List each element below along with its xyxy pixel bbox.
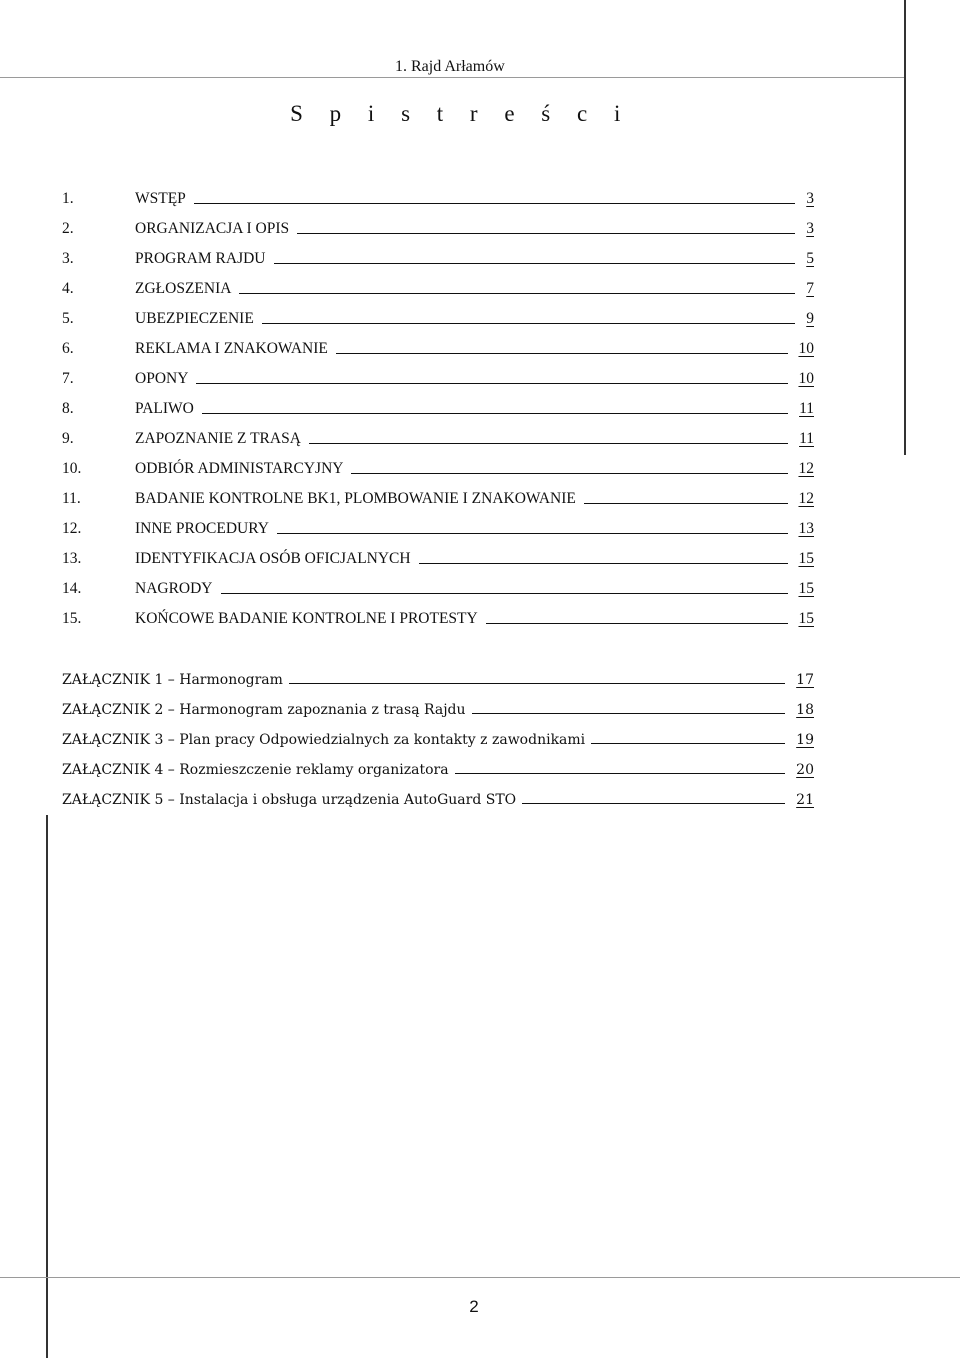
toc-entry-title: IDENTYFIKACJA OSÓB OFICJALNYCH	[135, 550, 411, 567]
toc-entry-page[interactable]: 10	[798, 340, 814, 357]
toc-entry-7[interactable]	[62, 358, 814, 388]
toc-entry-page[interactable]: 9	[806, 310, 814, 327]
toc-entry-12[interactable]	[62, 508, 814, 538]
toc-annex-page[interactable]: 18	[796, 702, 814, 718]
toc-entry-number: 13.	[62, 550, 82, 567]
toc-entry-number: 3.	[62, 250, 74, 267]
toc-entry-13[interactable]	[62, 538, 814, 568]
toc-entry-number: 11.	[62, 490, 81, 507]
toc-entry-3[interactable]	[62, 238, 814, 268]
toc-entry-1[interactable]	[62, 178, 814, 208]
toc-entry-title: UBEZPIECZENIE	[135, 310, 254, 327]
toc-annex-title: ZAŁĄCZNIK 4 – Rozmieszczenie reklamy organizatora	[62, 762, 449, 778]
toc-entry-title: KOŃCOWE BADANIE KONTROLNE I PROTESTY	[135, 610, 478, 627]
toc-annex-title: ZAŁĄCZNIK 3 – Plan pracy Odpowiedzialnych za kontakty z zawodnikami	[62, 732, 586, 748]
toc-entry-number: 4.	[62, 280, 74, 297]
toc-annex-4[interactable]	[62, 748, 814, 778]
toc-leader-line	[472, 713, 786, 714]
toc-entry-page[interactable]: 13	[798, 520, 814, 537]
toc-entry-6[interactable]	[62, 328, 814, 358]
toc-entry-number: 6.	[62, 340, 74, 357]
toc-entry-title: ORGANIZACJA I OPIS	[135, 220, 290, 237]
toc-leader-line	[419, 563, 788, 564]
toc-entry-2[interactable]	[62, 208, 814, 238]
toc-entry-page[interactable]: 12	[798, 490, 814, 507]
toc-entry-9[interactable]	[62, 418, 814, 448]
toc-leader-line	[277, 533, 788, 534]
toc-entry-number: 15.	[62, 610, 82, 627]
toc-leader-line	[262, 323, 795, 324]
toc-annex-page[interactable]: 21	[796, 792, 814, 808]
right-margin-rule	[904, 0, 906, 455]
toc-entry-title: REKLAMA I ZNAKOWANIE	[135, 340, 328, 357]
toc-heading: S p i s t r e ś c i	[290, 101, 631, 126]
toc-leader-line	[274, 263, 796, 264]
toc-entry-title: ODBIÓR ADMINISTARCYJNY	[135, 460, 344, 477]
toc-entry-number: 5.	[62, 310, 74, 327]
toc-leader-line	[289, 683, 785, 684]
toc-entry-page[interactable]: 12	[798, 460, 814, 477]
toc-leader-line	[239, 293, 795, 294]
toc-entry-page[interactable]: 15	[798, 580, 814, 597]
toc-annex-page[interactable]: 19	[796, 732, 814, 748]
toc-leader-line	[591, 743, 785, 744]
footer-rule	[0, 1277, 960, 1278]
toc-entry-title: ZAPOZNANIE Z TRASĄ	[135, 430, 301, 447]
toc-entry-14[interactable]	[62, 568, 814, 598]
toc-entry-11[interactable]	[62, 478, 814, 508]
toc-entry-page[interactable]: 7	[806, 280, 814, 297]
toc-entry-page[interactable]: 10	[798, 370, 814, 387]
toc-annex-5[interactable]	[62, 778, 814, 808]
toc-entry-page[interactable]: 5	[806, 250, 814, 267]
toc-annex-page[interactable]: 20	[796, 762, 814, 778]
section-spacer	[62, 628, 814, 658]
toc-leader-line	[221, 593, 788, 594]
toc-entry-page[interactable]: 11	[799, 430, 814, 447]
toc-leader-line	[522, 803, 785, 804]
toc-leader-line	[196, 383, 787, 384]
toc-leader-line	[486, 623, 788, 624]
toc-entry-5[interactable]	[62, 298, 814, 328]
toc-entry-title: NAGRODY	[135, 580, 213, 597]
toc-leader-line	[194, 203, 795, 204]
toc-entry-15[interactable]	[62, 598, 814, 628]
toc-entry-number: 2.	[62, 220, 74, 237]
toc-annex-3[interactable]	[62, 718, 814, 748]
toc-leader-line	[309, 443, 788, 444]
toc-entry-page[interactable]: 11	[799, 400, 814, 417]
toc-entry-title: PALIWO	[135, 400, 194, 417]
toc-entry-title: PROGRAM RAJDU	[135, 250, 266, 267]
toc-entry-4[interactable]	[62, 268, 814, 298]
toc-entry-number: 12.	[62, 520, 82, 537]
toc-entry-title: WSTĘP	[135, 190, 186, 207]
header-title: 1. Rajd Arłamów	[395, 58, 505, 75]
toc-annex-title: ZAŁĄCZNIK 2 – Harmonogram zapoznania z trasą Rajdu	[62, 702, 466, 718]
toc-entry-number: 14.	[62, 580, 82, 597]
toc-entry-title: OPONY	[135, 370, 189, 387]
page-number: 2	[469, 1297, 479, 1316]
toc-leader-line	[351, 473, 787, 474]
toc-entry-title: BADANIE KONTROLNE BK1, PLOMBOWANIE I ZNAKOWANIE	[135, 490, 576, 507]
toc-leader-line	[455, 773, 786, 774]
toc-entry-page[interactable]: 15	[798, 550, 814, 567]
toc-entry-page[interactable]: 3	[806, 220, 814, 237]
toc-entry-page[interactable]: 3	[806, 190, 814, 207]
toc-entry-number: 10.	[62, 460, 82, 477]
toc-entry-page[interactable]: 15	[798, 610, 814, 627]
header-rule	[0, 77, 906, 78]
toc-entry-number: 1.	[62, 190, 74, 207]
toc-annex-title: ZAŁĄCZNIK 5 – Instalacja i obsługa urządzenia AutoGuard STO	[62, 792, 517, 808]
toc-annex-2[interactable]	[62, 688, 814, 718]
toc-entry-title: INNE PROCEDURY	[135, 520, 269, 537]
toc-leader-line	[336, 353, 788, 354]
toc-entry-number: 7.	[62, 370, 74, 387]
toc-leader-line	[297, 233, 795, 234]
toc-leader-line	[202, 413, 788, 414]
toc-entry-number: 9.	[62, 430, 74, 447]
toc-annex-1[interactable]	[62, 658, 814, 688]
toc-annex-title: ZAŁĄCZNIK 1 – Harmonogram	[62, 672, 283, 688]
toc-annex-page[interactable]: 17	[796, 672, 814, 688]
table-of-contents	[62, 178, 814, 808]
toc-entry-title: ZGŁOSZENIA	[135, 280, 232, 297]
toc-entry-8[interactable]	[62, 388, 814, 418]
toc-entry-number: 8.	[62, 400, 74, 417]
toc-entry-10[interactable]	[62, 448, 814, 478]
toc-leader-line	[584, 503, 788, 504]
